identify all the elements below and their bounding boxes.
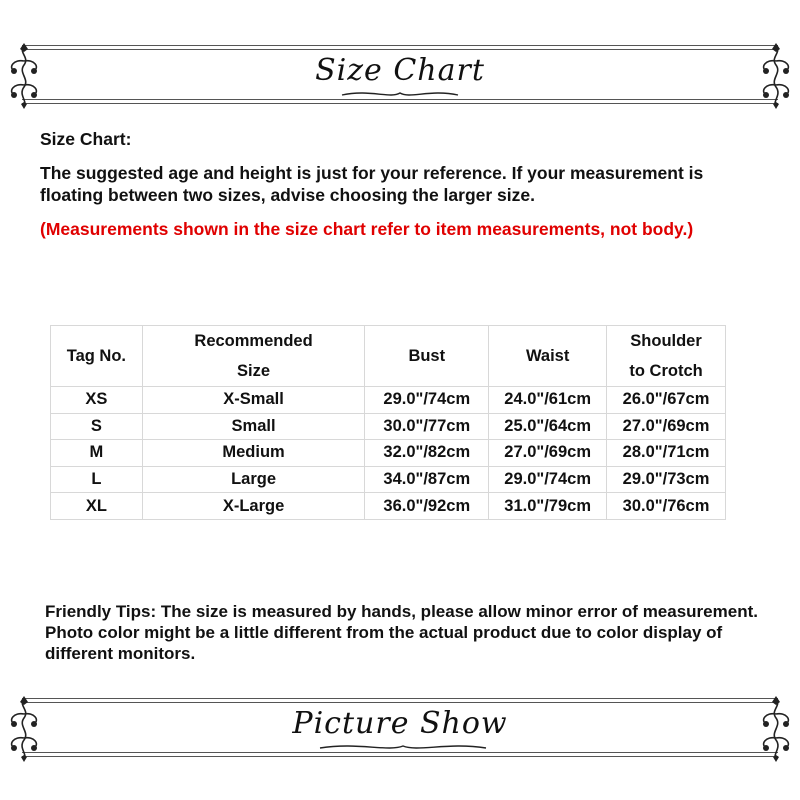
table-cell: 34.0"/87cm [365,466,489,493]
table-cell: S [51,413,143,440]
table-cell: M [51,440,143,467]
measurement-notice: (Measurements shown in the size chart refer to item measurements, not body.) [40,219,694,239]
table-cell: 31.0"/79cm [489,493,607,520]
picture-show-banner [0,688,800,768]
banner-rule [22,756,778,757]
reference-note: The suggested age and height is just for your reference. If your measurement is floating between two sizes, advise choosing the larger size. [40,163,704,205]
banner-rule [22,698,778,699]
table-cell: 27.0"/69cm [607,413,726,440]
table-cell: 30.0"/76cm [607,493,726,520]
friendly-tips: Friendly Tips: The size is measured by hands, please allow minor error of measurement. Photo color might be a little different from the actual product due to color display of different monitors. [45,602,758,663]
banner-rule [22,49,778,50]
banner-rule [22,752,778,753]
table-cell: 28.0"/71cm [607,440,726,467]
banner-rule [22,99,778,100]
column-header: Bust [365,326,489,387]
size-table [50,325,726,520]
table-cell: 30.0"/77cm [365,413,489,440]
banner-rule [22,103,778,104]
table-row [51,387,726,414]
table-row [51,413,726,440]
banner-title: Picture Show [292,706,508,741]
table-cell: 27.0"/69cm [489,440,607,467]
table-cell: XL [51,493,143,520]
table-cell: Medium [142,440,365,467]
table-cell: 32.0"/82cm [365,440,489,467]
table-cell: 29.0"/74cm [365,387,489,414]
intro-section [40,128,760,240]
table-cell: X-Large [142,493,365,520]
banner-rule [22,702,778,703]
table-cell: Large [142,466,365,493]
column-header: Waist [489,326,607,387]
section-heading: Size Chart: [40,129,132,149]
table-cell: X-Small [142,387,365,414]
table-cell: 36.0"/92cm [365,493,489,520]
flourish-icon [318,742,488,752]
banner-rule [22,45,778,46]
size-chart-banner [0,35,800,115]
table-cell: XS [51,387,143,414]
column-header: Tag No. [51,326,143,387]
banner-title: Size Chart [315,53,485,88]
table-row [51,466,726,493]
table-cell: 25.0"/64cm [489,413,607,440]
table-row [51,493,726,520]
table-cell: 24.0"/61cm [489,387,607,414]
table-row [51,440,726,467]
table-cell: 29.0"/73cm [607,466,726,493]
column-header: Recommended Size [142,326,365,387]
table-header-row [51,326,726,387]
table-cell: L [51,466,143,493]
table-cell: 29.0"/74cm [489,466,607,493]
table-cell: Small [142,413,365,440]
flourish-icon [340,89,460,99]
column-header: Shoulder to Crotch [607,326,726,387]
table-cell: 26.0"/67cm [607,387,726,414]
